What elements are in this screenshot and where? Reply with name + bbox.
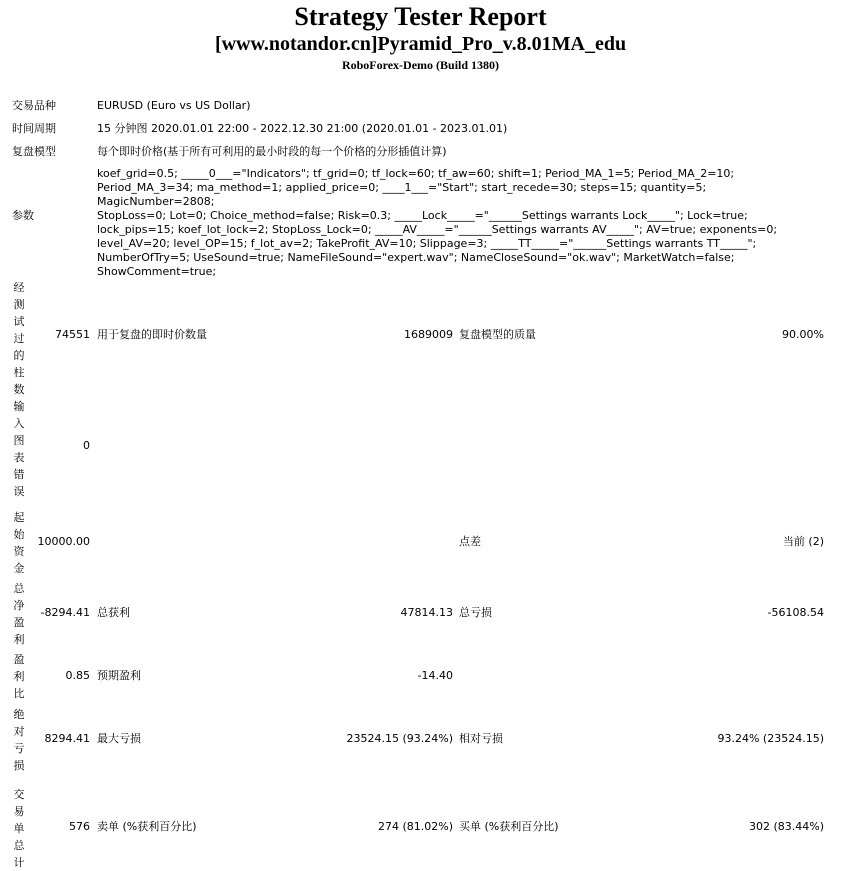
params-label: 参数	[12, 209, 34, 222]
max-drawdown-label: 最大亏损	[97, 732, 141, 745]
quality-value: 90.00%	[782, 328, 824, 341]
profit-factor-label: 盈利比	[13, 653, 25, 700]
period-label: 时间周期	[12, 122, 56, 135]
server-build: RoboForex-Demo (Build 1380)	[341, 58, 500, 72]
symbol-label: 交易品种	[12, 99, 56, 112]
deposit-label: 起始资金	[13, 511, 25, 575]
errors-label: 输入图表错误	[13, 400, 25, 498]
expected-payoff-value: -14.40	[417, 669, 453, 682]
spread-value: 当前 (2)	[782, 535, 824, 548]
period-value: 15 分钟图 2020.01.01 22:00 - 2022.12.30 21:00 (2020.01.01 - 2023.01.01)	[97, 122, 508, 135]
expert-name: [www.notandor.cn]Pyramid_Pro_v.8.01MA_edu	[214, 33, 627, 55]
ticks-label: 用于复盘的即时价数量	[97, 328, 207, 341]
params-value: koef_grid=0.5; _____0___="Indicators"; tf_grid=0; tf_lock=60; tf_aw=60; shift=1; Period_MA_1=5; Period_MA_2=10; Period_MA_3=34; ma_method=1; applied_price=0; ____1___="Start"; start_recede=30; steps=15; quantity=5; MagicNumber=2808; StopLoss=0; Lot=0; Choice_method=false; Risk=0.3; _____Lock_____="______Settings warrants Lock_____"; Lock=true; lock_pips=15; koef_lot_lock=2; StopLoss_Lock=0; _____AV_____="______Settings warrants AV_____"; AV=true; exponents=0; level_AV=20; level_OP=15; f_lot_av=2; TakeProfit_AV=10; Slippage=3; _____TT_____="______Settings warrants TT_____"; NumberOfTry=5; UseSound=true; NameFileSound="expert.wav"; NameCloseSound="ok.wav"; MarketWatch=false; ShowComment=true;	[97, 167, 778, 278]
model-label: 复盘模型	[12, 145, 56, 158]
ticks-value: 1689009	[404, 328, 453, 341]
gross-loss-label: 总亏损	[459, 606, 492, 619]
quality-label: 复盘模型的质量	[459, 328, 536, 341]
deposit-value: 10000.00	[37, 535, 90, 548]
spread-label: 点差	[459, 535, 481, 548]
total-trades-value: 576	[69, 820, 90, 833]
relative-drawdown-value: 93.24% (23524.15)	[717, 732, 824, 745]
total-trades-label: 交易单总计	[13, 788, 25, 869]
short-positions-value: 274 (81.02%)	[377, 820, 453, 833]
gross-loss-value: -56108.54	[767, 606, 824, 619]
net-profit-value: -8294.41	[40, 606, 90, 619]
gross-profit-label: 总获利	[97, 606, 130, 619]
errors-value: 0	[83, 439, 90, 452]
net-profit-label: 总净盈利	[13, 582, 25, 646]
profit-factor-value: 0.85	[65, 669, 90, 682]
gross-profit-value: 47814.13	[400, 606, 453, 619]
long-positions-label: 买单 (%获利百分比)	[459, 820, 559, 833]
absolute-drawdown-label: 绝对亏损	[13, 708, 25, 772]
short-positions-label: 卖单 (%获利百分比)	[97, 820, 197, 833]
long-positions-value: 302 (83.44%)	[748, 820, 824, 833]
model-value: 每个即时价格(基于所有可利用的最小时段的每一个价格的分形插值计算)	[97, 145, 447, 158]
max-drawdown-value: 23524.15 (93.24%)	[346, 732, 453, 745]
absolute-drawdown-value: 8294.41	[44, 732, 90, 745]
expected-payoff-label: 预期盈利	[97, 669, 141, 682]
bars-value: 74551	[55, 328, 90, 341]
report-title: Strategy Tester Report	[294, 2, 547, 31]
relative-drawdown-label: 相对亏损	[459, 732, 503, 745]
symbol-value: EURUSD (Euro vs US Dollar)	[97, 99, 251, 112]
bars-label: 经测试过的柱数	[13, 281, 25, 396]
